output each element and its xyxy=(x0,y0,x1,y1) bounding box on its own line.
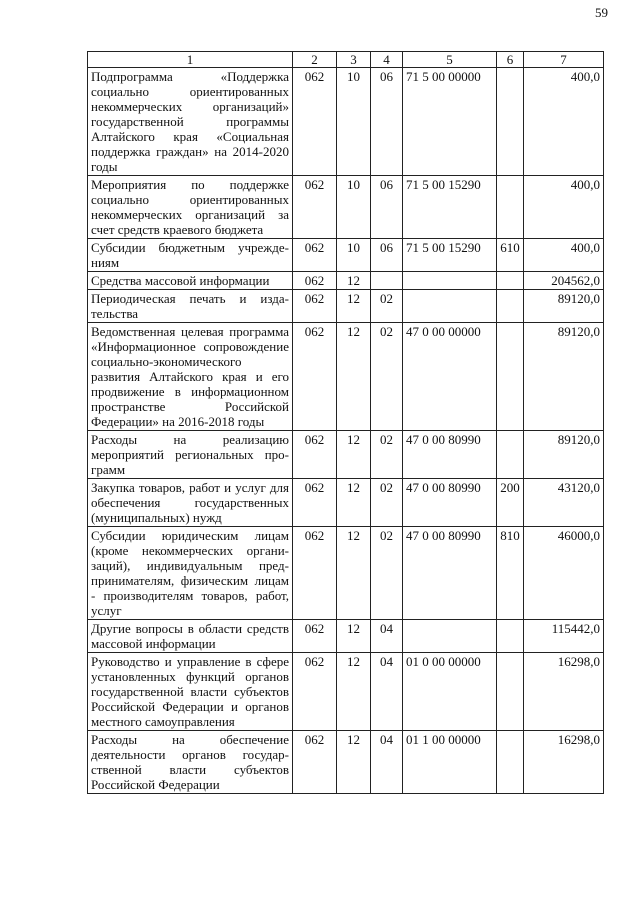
target-code: 47 0 00 80990 xyxy=(403,479,497,527)
column-header: 6 xyxy=(497,52,524,68)
section-code: 10 xyxy=(337,68,371,176)
column-header: 3 xyxy=(337,52,371,68)
target-code: 47 0 00 80990 xyxy=(403,431,497,479)
row-name: Закупка товаров, работ и услуг для обеспечения государственных (муниципальных) нужд xyxy=(88,479,293,527)
ministry-code: 062 xyxy=(293,239,337,272)
ministry-code: 062 xyxy=(293,653,337,731)
ministry-code: 062 xyxy=(293,620,337,653)
table-row xyxy=(88,731,604,794)
row-name: Мероприятия по поддержке социально ориентированных некоммерческих организаций за счет средств краевого бюджета xyxy=(88,176,293,239)
ministry-code: 062 xyxy=(293,323,337,431)
table-row xyxy=(88,653,604,731)
ministry-code: 062 xyxy=(293,527,337,620)
row-name: Средства массовой информации xyxy=(88,272,293,290)
table-row xyxy=(88,527,604,620)
row-name: Субсидии бюджетным учреждениям xyxy=(88,239,293,272)
expense-type-code: 810 xyxy=(497,527,524,620)
row-name: Расходы на реализацию мероприятий региональных программ xyxy=(88,431,293,479)
expense-type-code xyxy=(497,653,524,731)
amount: 16298,0 xyxy=(524,653,604,731)
section-code: 12 xyxy=(337,323,371,431)
expense-type-code xyxy=(497,323,524,431)
table-row xyxy=(88,176,604,239)
subsection-code: 04 xyxy=(371,620,403,653)
ministry-code: 062 xyxy=(293,290,337,323)
section-code: 12 xyxy=(337,431,371,479)
amount: 400,0 xyxy=(524,68,604,176)
ministry-code: 062 xyxy=(293,176,337,239)
row-name: Расходы на обеспечение деятельности органов государственной власти субъектов Российской Федерации xyxy=(88,731,293,794)
row-name: Субсидии юридическим лицам (кроме некоммерческих организаций), индивидуальным предпринимателям, физическим лицам - производителям товаров, работ, услуг xyxy=(88,527,293,620)
expense-type-code xyxy=(497,731,524,794)
amount: 400,0 xyxy=(524,176,604,239)
table-row xyxy=(88,290,604,323)
column-header: 2 xyxy=(293,52,337,68)
expense-type-code xyxy=(497,272,524,290)
ministry-code: 062 xyxy=(293,731,337,794)
subsection-code: 02 xyxy=(371,431,403,479)
target-code: 71 5 00 15290 xyxy=(403,176,497,239)
column-header: 1 xyxy=(88,52,293,68)
table-row xyxy=(88,68,604,176)
ministry-code: 062 xyxy=(293,68,337,176)
amount: 16298,0 xyxy=(524,731,604,794)
expense-type-code xyxy=(497,620,524,653)
target-code xyxy=(403,290,497,323)
subsection-code: 02 xyxy=(371,290,403,323)
subsection-code: 06 xyxy=(371,176,403,239)
subsection-code: 06 xyxy=(371,68,403,176)
subsection-code xyxy=(371,272,403,290)
target-code: 71 5 00 15290 xyxy=(403,239,497,272)
target-code xyxy=(403,620,497,653)
amount: 89120,0 xyxy=(524,431,604,479)
column-header: 4 xyxy=(371,52,403,68)
subsection-code: 02 xyxy=(371,323,403,431)
section-code: 12 xyxy=(337,527,371,620)
target-code xyxy=(403,272,497,290)
row-name: Подпрограмма «Поддержка социально ориентированных некоммерческих организаций» государственной программы Алтайского края «Социальная поддержка граждан» на 2014-2020 годы xyxy=(88,68,293,176)
table-row xyxy=(88,239,604,272)
subsection-code: 04 xyxy=(371,653,403,731)
row-name: Другие вопросы в области средств массовой информации xyxy=(88,620,293,653)
target-code: 71 5 00 00000 xyxy=(403,68,497,176)
page-number: 59 xyxy=(595,5,608,20)
expense-type-code: 200 xyxy=(497,479,524,527)
table-row xyxy=(88,272,604,290)
amount: 89120,0 xyxy=(524,323,604,431)
subsection-code: 04 xyxy=(371,731,403,794)
section-code: 10 xyxy=(337,176,371,239)
column-header: 5 xyxy=(403,52,497,68)
table-row xyxy=(88,323,604,431)
expense-type-code xyxy=(497,68,524,176)
section-code: 12 xyxy=(337,290,371,323)
amount: 89120,0 xyxy=(524,290,604,323)
table-header-row xyxy=(88,52,604,68)
column-header: 7 xyxy=(524,52,604,68)
subsection-code: 02 xyxy=(371,527,403,620)
expense-type-code xyxy=(497,431,524,479)
ministry-code: 062 xyxy=(293,479,337,527)
budget-table xyxy=(87,51,604,794)
section-code: 12 xyxy=(337,653,371,731)
target-code: 47 0 00 00000 xyxy=(403,323,497,431)
section-code: 12 xyxy=(337,620,371,653)
table-row xyxy=(88,620,604,653)
target-code: 01 1 00 00000 xyxy=(403,731,497,794)
section-code: 12 xyxy=(337,731,371,794)
subsection-code: 02 xyxy=(371,479,403,527)
expense-type-code: 610 xyxy=(497,239,524,272)
amount: 43120,0 xyxy=(524,479,604,527)
row-name: Руководство и управление в сфере установленных функций органов государственной власти субъектов Российской Федерации и органов местного самоуправления xyxy=(88,653,293,731)
ministry-code: 062 xyxy=(293,272,337,290)
amount: 115442,0 xyxy=(524,620,604,653)
target-code: 01 0 00 00000 xyxy=(403,653,497,731)
subsection-code: 06 xyxy=(371,239,403,272)
section-code: 10 xyxy=(337,239,371,272)
section-code: 12 xyxy=(337,272,371,290)
section-code: 12 xyxy=(337,479,371,527)
amount: 204562,0 xyxy=(524,272,604,290)
row-name: Периодическая печать и издательства xyxy=(88,290,293,323)
table-row xyxy=(88,479,604,527)
target-code: 47 0 00 80990 xyxy=(403,527,497,620)
ministry-code: 062 xyxy=(293,431,337,479)
amount: 46000,0 xyxy=(524,527,604,620)
expense-type-code xyxy=(497,176,524,239)
table-row xyxy=(88,431,604,479)
row-name: Ведомственная целевая программа «Информационное сопровождение социально-экономического развития Алтайского края и его продвижение в информационном пространстве Российской Федерации» на 2016-2018 годы xyxy=(88,323,293,431)
expense-type-code xyxy=(497,290,524,323)
amount: 400,0 xyxy=(524,239,604,272)
